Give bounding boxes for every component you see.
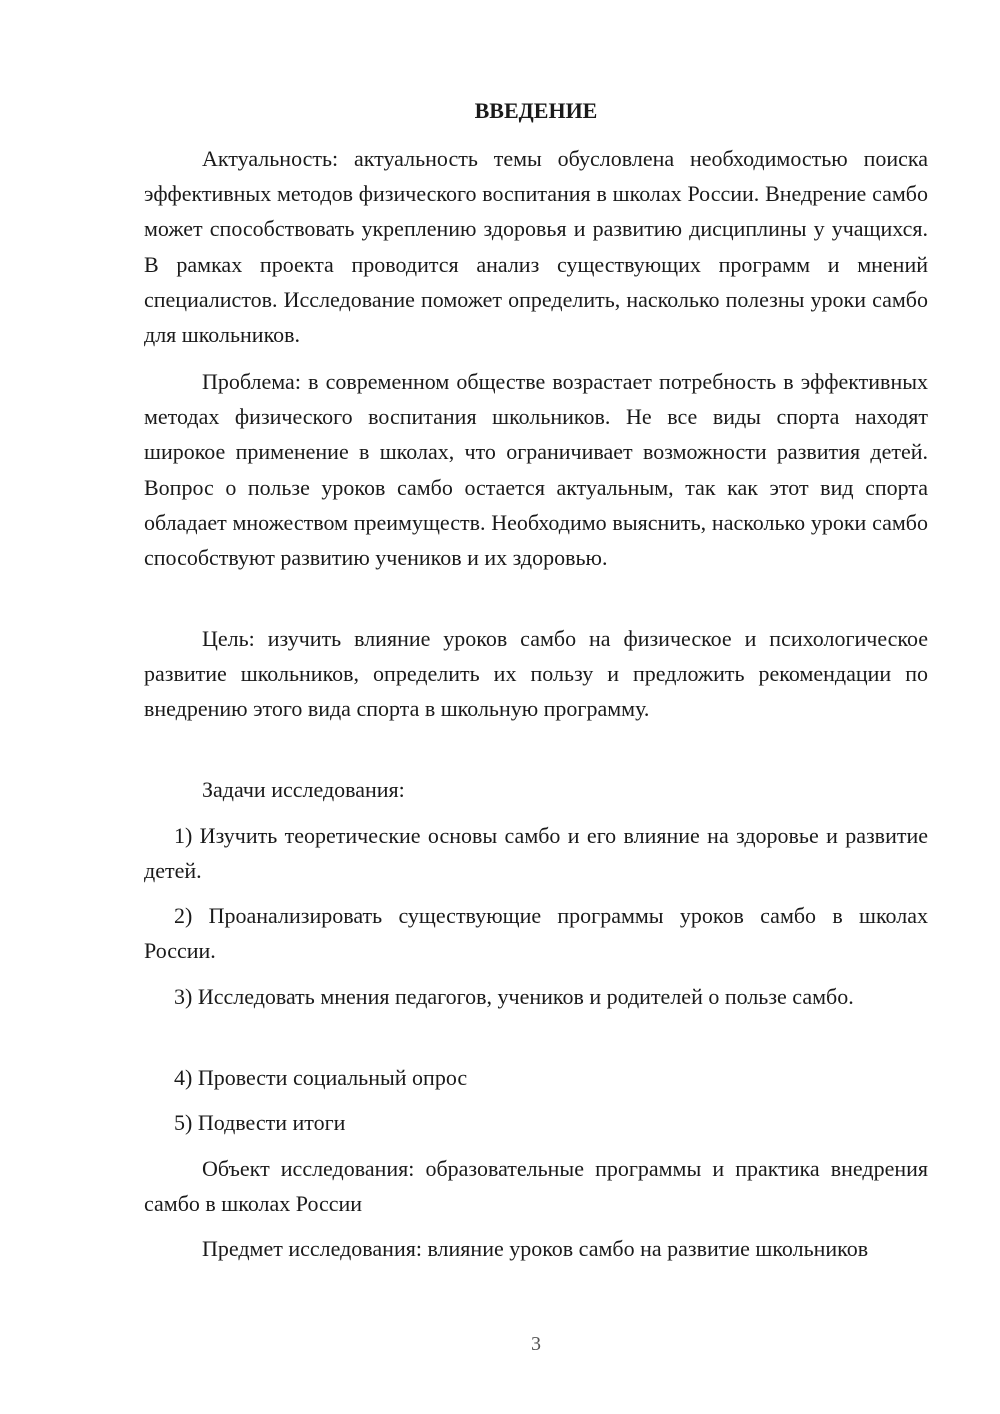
page-number: 3 — [531, 1333, 541, 1355]
problem-paragraph: Проблема: в современном обществе возрастает потребность в эффективных методах физического воспитания школьников. Не все виды спорта находят широкое применение в школах, что ограничивает возможности развития детей. Вопрос о пользе уроков самбо остается актуальным, так как этот вид спорта обладает множеством преимуществ. Необходимо выяснить, насколько уроки самбо способствуют развитию учеников и их здоровью. — [144, 369, 928, 571]
tasks-heading: Задачи исследования: — [202, 777, 405, 802]
object-paragraph: Объект исследования: образовательные программы и практика внедрения самбо в школах России — [144, 1156, 928, 1217]
page-title: ВВЕДЕНИЕ — [474, 98, 598, 123]
task-item-4: 4) Провести социальный опрос — [174, 1065, 468, 1090]
task-item-5: 5) Подвести итоги — [174, 1110, 346, 1135]
goal-paragraph: Цель: изучить влияние уроков самбо на физическое и психологическое развитие школьников, определить их пользу и предложить рекомендации по внедрению этого вида спорта в школьную программу. — [144, 626, 928, 722]
task-item-1: 1) Изучить теоретические основы самбо и его влияние на здоровье и развитие детей. — [144, 823, 928, 884]
subject-paragraph: Предмет исследования: влияние уроков самбо на развитие школьников — [202, 1236, 869, 1261]
relevance-paragraph: Актуальность: актуальность темы обусловлена необходимостью поиска эффективных методов физического воспитания в школах России. Внедрение самбо может способствовать укреплению здоровья и развитию дисциплины у учащихся. В рамках проекта проводится анализ существующих программ и мнений специалистов. Исследование поможет определить, насколько полезны уроки самбо для школьников. — [144, 146, 928, 348]
task-item-2: 2) Проанализировать существующие программы уроков самбо в школах России. — [144, 903, 928, 964]
task-item-3: 3) Исследовать мнения педагогов, учеников и родителей о пользе самбо. — [174, 984, 854, 1009]
